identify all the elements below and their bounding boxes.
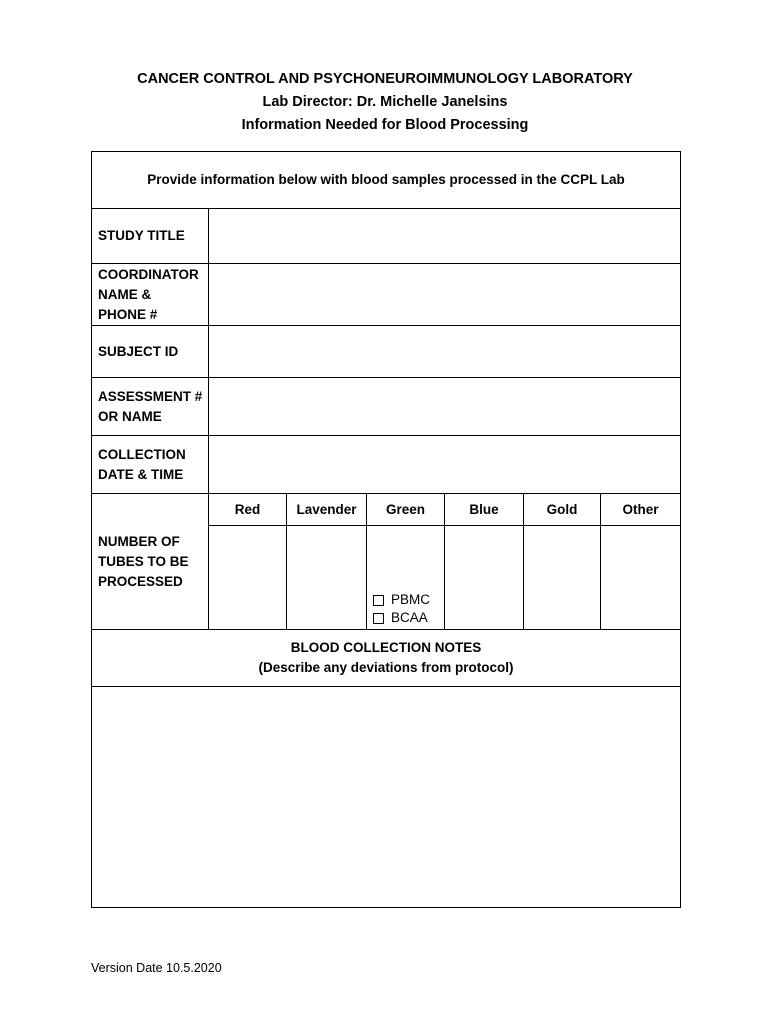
- study-title-row: [92, 209, 681, 264]
- version-date: Version Date 10.5.2020: [91, 961, 222, 975]
- subject-id-row: [92, 326, 681, 378]
- tube-col-red: Red: [209, 494, 287, 526]
- form-subtitle: Information Needed for Blood Processing: [241, 117, 529, 133]
- tube-count-gold[interactable]: [524, 526, 601, 630]
- pbmc-option[interactable]: [367, 591, 444, 609]
- notes-title: BLOOD COLLECTION NOTES: [290, 640, 482, 655]
- tube-count-blue[interactable]: [445, 526, 524, 630]
- bcaa-option[interactable]: [367, 609, 444, 629]
- tube-count-red[interactable]: [209, 526, 287, 630]
- study-title-field[interactable]: [209, 209, 681, 264]
- notes-subtitle: (Describe any deviations from protocol): [258, 660, 514, 675]
- blood-processing-form: [91, 151, 681, 908]
- bcaa-checkbox-icon[interactable]: [373, 613, 384, 624]
- tube-color-header-row: [92, 494, 681, 526]
- assessment-row: [92, 378, 681, 436]
- collection-label: COLLECTION DATE & TIME: [92, 436, 209, 494]
- tube-col-lavender: Lavender: [287, 494, 367, 526]
- notes-header-row: [92, 630, 681, 687]
- lab-director: Lab Director: Dr. Michelle Janelsins: [262, 94, 508, 110]
- notes-row: [92, 687, 681, 908]
- document-header: [0, 68, 770, 137]
- subject-id-label: SUBJECT ID: [92, 326, 209, 378]
- coordinator-field[interactable]: [209, 264, 681, 326]
- notes-field[interactable]: [92, 687, 681, 908]
- coordinator-label: COORDINATOR NAME & PHONE #: [92, 264, 209, 326]
- subject-id-field[interactable]: [209, 326, 681, 378]
- tubes-label: NUMBER OF TUBES TO BE PROCESSED: [92, 494, 209, 630]
- study-title-label: STUDY TITLE: [92, 209, 209, 264]
- coordinator-row: [92, 264, 681, 326]
- tube-col-green: Green: [367, 494, 445, 526]
- form-intro: Provide information below with blood samples processed in the CCPL Lab: [92, 152, 681, 209]
- tube-count-other[interactable]: [601, 526, 681, 630]
- bcaa-label: BCAA: [391, 610, 428, 625]
- notes-header: [92, 630, 681, 687]
- tube-col-gold: Gold: [524, 494, 601, 526]
- tube-count-green[interactable]: [367, 526, 445, 630]
- assessment-field[interactable]: [209, 378, 681, 436]
- tube-col-other: Other: [601, 494, 681, 526]
- pbmc-label: PBMC: [391, 592, 431, 607]
- lab-name: CANCER CONTROL AND PSYCHONEUROIMMUNOLOGY LABORATORY: [137, 71, 633, 87]
- assessment-label: ASSESSMENT # OR NAME: [92, 378, 209, 436]
- pbmc-checkbox-icon[interactable]: [373, 595, 384, 606]
- collection-field[interactable]: [209, 436, 681, 494]
- tube-count-lavender[interactable]: [287, 526, 367, 630]
- collection-row: [92, 436, 681, 494]
- tube-col-blue: Blue: [445, 494, 524, 526]
